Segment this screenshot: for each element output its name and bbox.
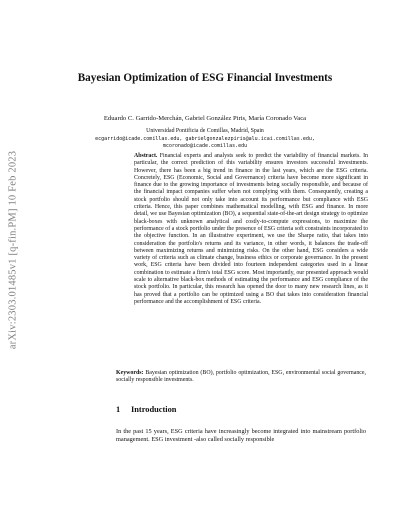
author-list: Eduardo C. Garrido-Merchán, Gabriel González Piris, María Coronado Vaca xyxy=(103,115,307,122)
introduction-paragraph: In the past 15 years, ESG criteria have increasingly become integrated into mainstream portfolio management. ESG investment -also called socially responsible xyxy=(116,428,366,443)
email-block xyxy=(40,136,370,151)
abstract-text: Financial experts and analysts seek to predict the variability of financial markets. In particular, the correct prediction of this variability ensures investors successful investments. However, there has been a big trend in finance in the last years, which are the ESG criteria. Concretely, ESG (Economic, Social and Governance) criteria have become more significant in finance due to the growing importance of investments being socially responsible, and because of the financial impact companies suffer when not complying with them. Consequently, creating a stock portfolio should not only take into account its performance but compliance with ESG criteria. Hence, this paper combines mathematical modelling, with ESG and finance. In more detail, we use Bayesian optimization (BO), a sequential state-of-the-art design strategy to optimize black-boxes with unknown analytical and costly-to-compute expressions, to maximize the performance of a stock portfolio under the presence of ESG criteria soft constraints incorporated to the objective function. In an illustrative experiment, we use the Sharpe ratio, that takes into consideration the portfolio's returns and its variance, in other words, it balances the trade-off between maximizing returns and minimizing risks. On the other hand, ESG considers a wide variety of criteria such as climate change, business ethics or corporate governance. In the present work, ESG criteria have been divided into fourteen independent categories used in a linear combination to estimate a firm's total ESG score. Most importantly, our presented approach would scale to alternative black-box methods of estimating the performance and ESG compliance of the stock portfolio. In particular, this research has opened the door to many new research lines, as it has proved that a portfolio can be optimized using a BO that takes into consideration financial performance and the accomplishment of ESG criteria. xyxy=(134,153,368,305)
affiliation: Universidad Pontificia de Comillas, Madrid, Spain xyxy=(146,128,264,134)
section-heading-introduction xyxy=(116,405,176,415)
keywords-text: Bayesian optimization (BO), portfolio optimization, ESG, environmental social governance, socially responsible investments. xyxy=(116,370,366,384)
abstract-label: Abstract. xyxy=(134,153,160,159)
section-number: 1 xyxy=(116,405,121,414)
section-title: Introduction xyxy=(131,405,177,414)
arxiv-sidebar xyxy=(6,130,20,370)
abstract xyxy=(134,153,368,306)
keywords-label: Keywords: xyxy=(116,370,146,376)
keywords xyxy=(116,370,366,385)
paper-title: Bayesian Optimization of ESG Financial Investments xyxy=(77,72,333,84)
email-line: ecgarrido@icade.comillas.edu, gabrielgonzalezpiris@alu.icai.comillas.edu, xyxy=(95,135,315,142)
arxiv-identifier: arXiv:2303.01485v1 [q-fin.PM] 10 Feb 2023 xyxy=(7,150,19,350)
email-line: mcoronado@icade.comillas.edu xyxy=(162,142,248,149)
